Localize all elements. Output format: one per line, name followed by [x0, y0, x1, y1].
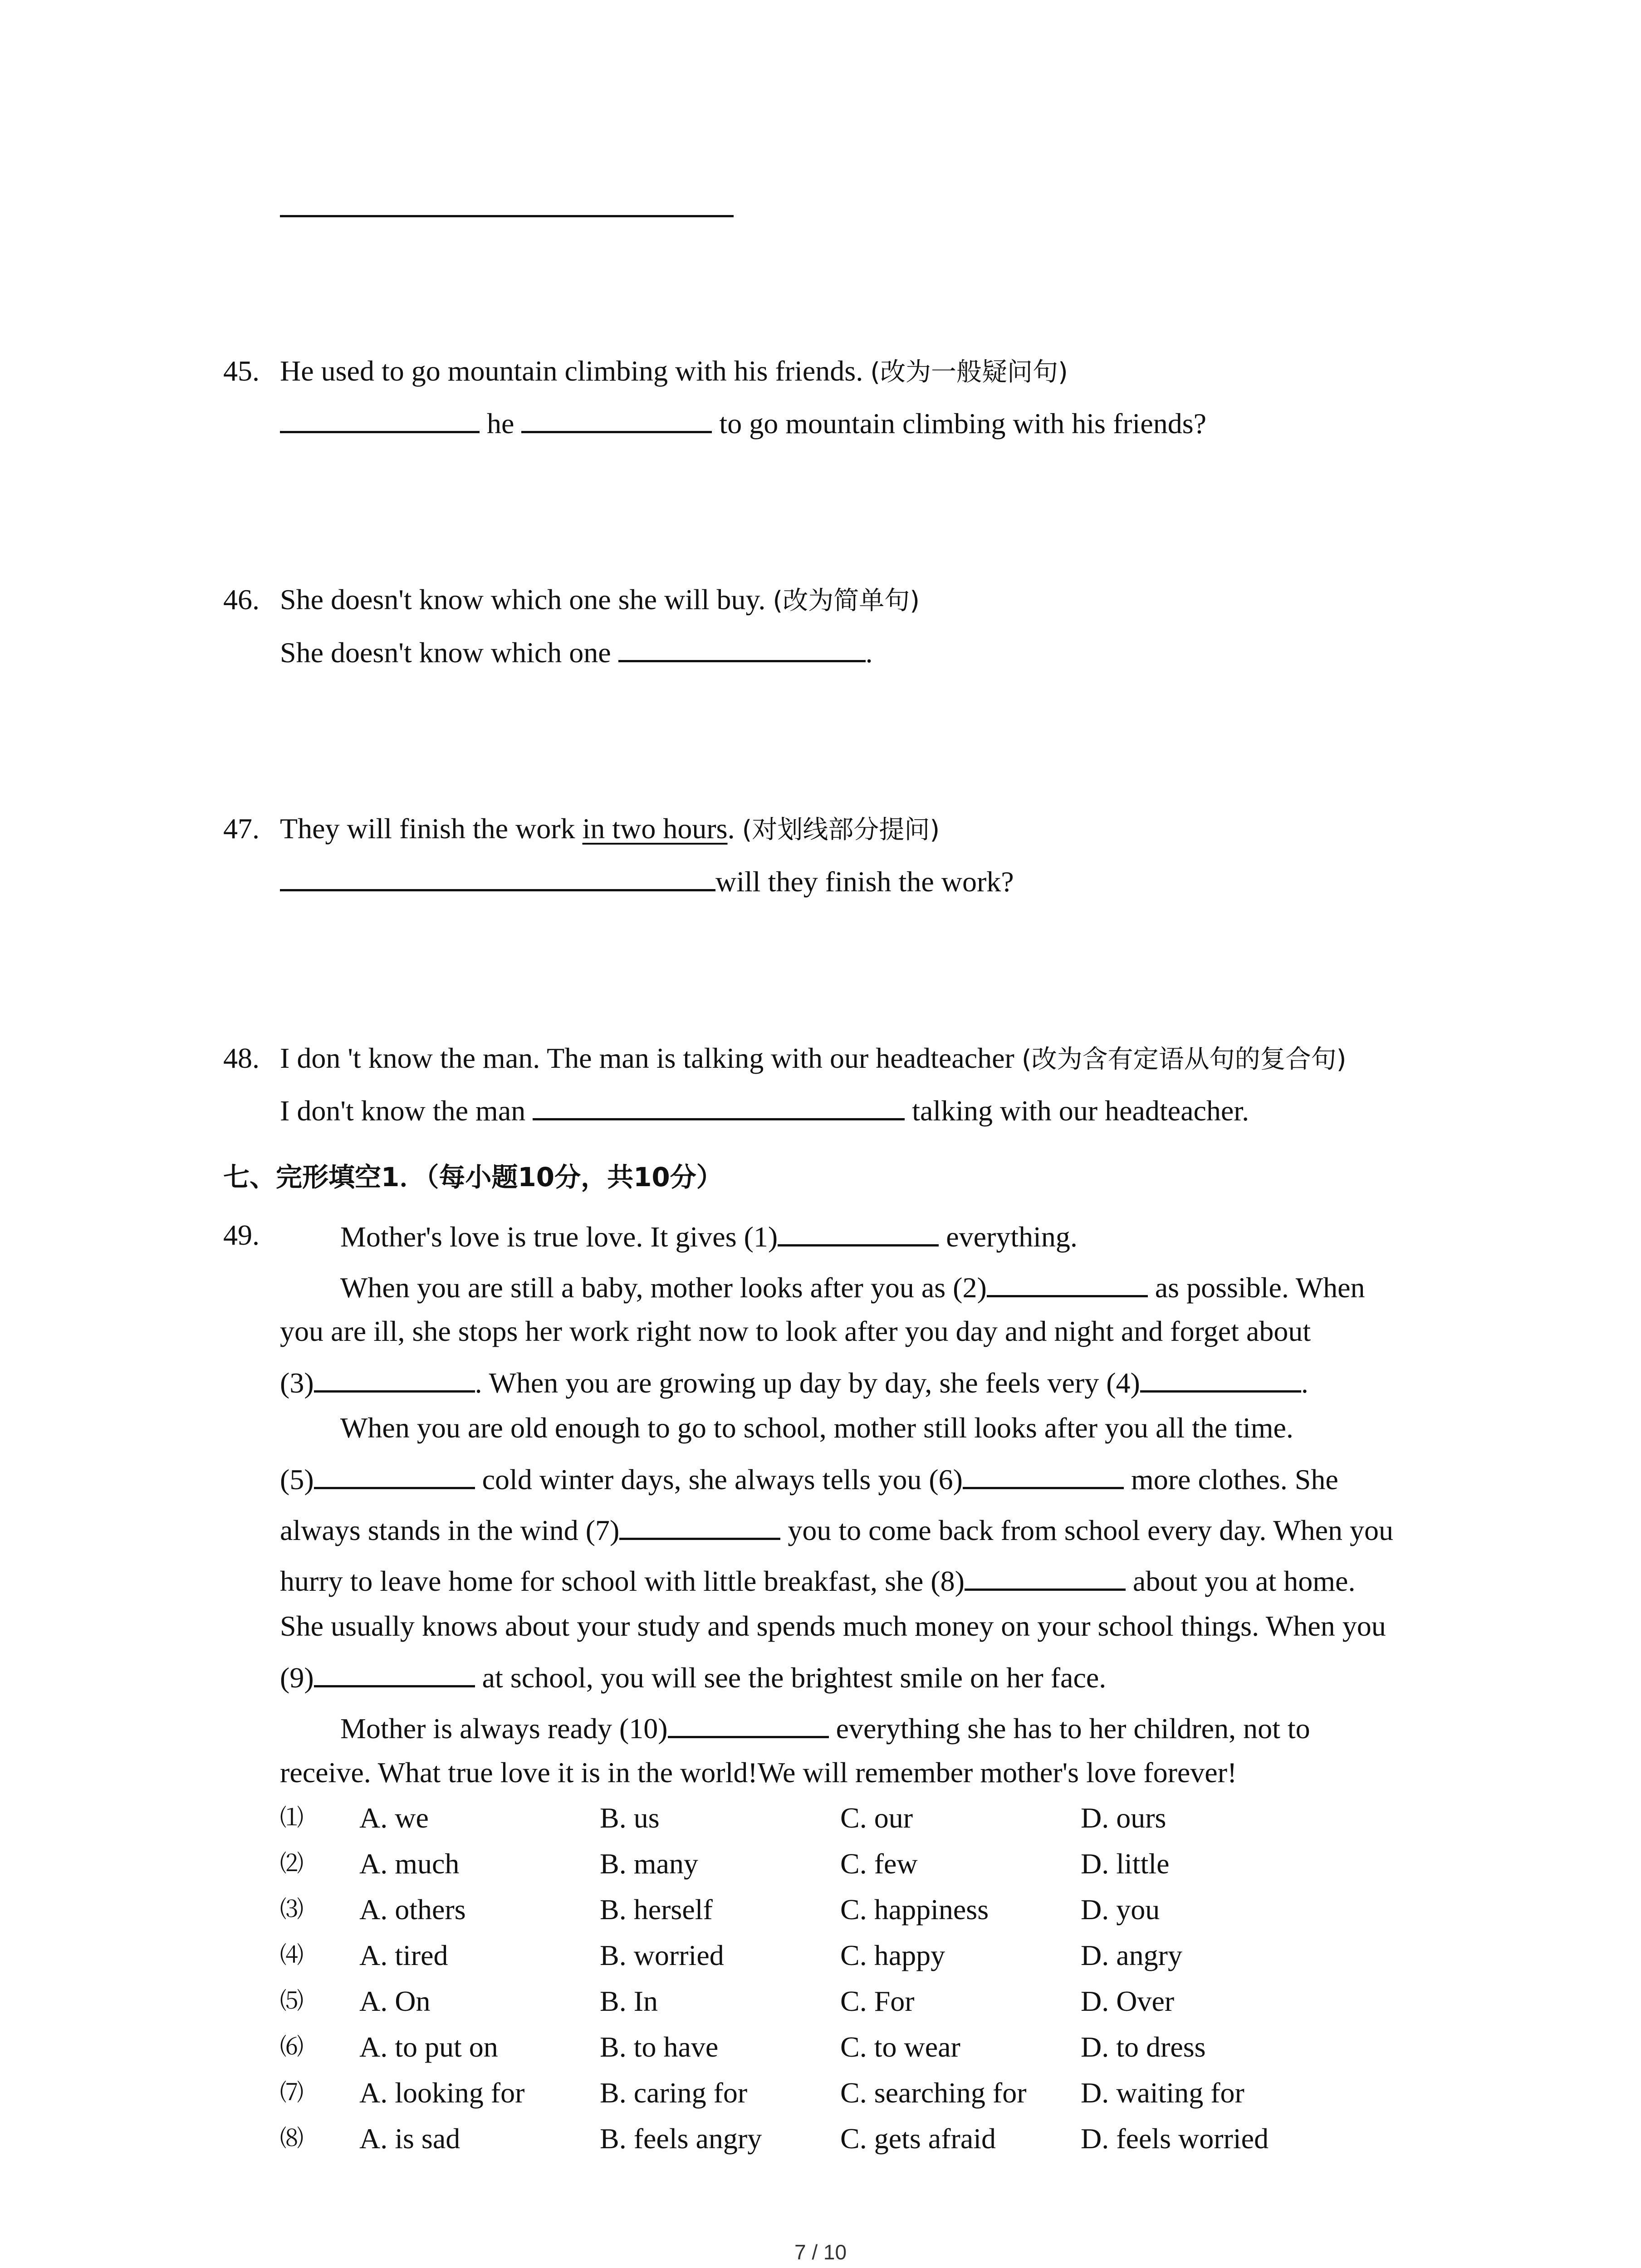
answer-blank[interactable] — [314, 1363, 475, 1393]
question-instruction: (对划线部分提问) — [742, 815, 940, 845]
passage-text: (9) — [280, 1662, 314, 1694]
option-row — [280, 1892, 1505, 1928]
question-48-text — [280, 1040, 1347, 1078]
option-choice-a[interactable]: A. is sad — [359, 2122, 460, 2155]
question-45-answer — [280, 404, 1206, 442]
question-sentence: She doesn't know which one she will buy. — [280, 583, 766, 616]
option-row — [280, 2029, 1505, 2065]
question-number: 47. — [223, 812, 260, 845]
option-number: ⑺ — [280, 2079, 304, 2107]
passage-text: Mother is always ready (10) — [340, 1712, 668, 1745]
question-46-text — [280, 582, 920, 619]
option-choice-a[interactable]: A. much — [359, 1848, 460, 1880]
option-choice-d[interactable]: D. little — [1081, 1848, 1170, 1880]
question-number: 48. — [223, 1042, 260, 1074]
question-sentence: He used to go mountain climbing with his friends. — [280, 355, 863, 387]
option-choice-b[interactable]: B. worried — [600, 1939, 724, 1971]
question-47-text — [280, 811, 940, 848]
passage-text: about you at home. — [1125, 1565, 1356, 1597]
answer-text: talking with our headteacher. — [912, 1095, 1249, 1127]
answer-blank[interactable] — [280, 404, 480, 433]
option-choice-b[interactable]: B. many — [600, 1848, 698, 1880]
passage-text: (3) — [280, 1367, 314, 1399]
option-choice-a[interactable]: A. tired — [359, 1939, 448, 1971]
option-row — [280, 2121, 1505, 2157]
passage-line — [340, 1709, 1310, 1747]
option-choice-c[interactable]: C. searching for — [840, 2077, 1027, 2109]
option-row — [280, 2075, 1505, 2111]
option-row — [280, 1937, 1505, 1974]
passage-line: receive. What true love it is in the world!We will remember mother's love forever! — [280, 1756, 1237, 1789]
passage-text: (5) — [280, 1463, 314, 1496]
answer-blank[interactable] — [533, 1091, 905, 1120]
passage-line: When you are old enough to go to school, mother still looks after you all the time. — [340, 1412, 1293, 1444]
option-row — [280, 1846, 1505, 1882]
passage-line — [280, 1363, 1308, 1401]
question-46-answer — [280, 633, 873, 671]
passage-text: at school, you will see the brightest smile on her face. — [475, 1662, 1107, 1694]
question-instruction: (改为简单句) — [773, 586, 920, 616]
answer-line — [280, 215, 734, 217]
passage-text: always stands in the wind (7) — [280, 1514, 620, 1546]
section-title: 七、完形填空1．（每小题10分，共10分） — [223, 1162, 723, 1193]
option-choice-b[interactable]: B. us — [600, 1802, 660, 1834]
passage-text: more clothes. She — [1123, 1463, 1338, 1496]
option-choice-b[interactable]: B. caring for — [600, 2077, 748, 2109]
passage-line: you are ill, she stops her work right now to look after you day and night and forget about — [280, 1315, 1311, 1347]
option-choice-b[interactable]: B. In — [600, 1985, 658, 2017]
question-sentence: . — [727, 812, 735, 845]
page-number: 7 / 10 — [794, 2240, 847, 2264]
underlined-phrase: in two hours — [582, 812, 728, 845]
option-row — [280, 1983, 1505, 2019]
answer-blank[interactable] — [280, 862, 715, 891]
answer-text: to go mountain climbing with his friends? — [719, 407, 1207, 440]
question-instruction: (改为含有定语从句的复合句) — [1021, 1045, 1347, 1074]
question-number: 45. — [223, 355, 260, 387]
option-choice-d[interactable]: D. Over — [1081, 1985, 1175, 2017]
answer-blank[interactable] — [618, 633, 866, 662]
option-choice-c[interactable]: C. happiness — [840, 1893, 989, 1926]
question-number: 46. — [223, 583, 260, 616]
answer-text: will they finish the work? — [715, 865, 1014, 898]
answer-blank[interactable] — [314, 1460, 475, 1489]
option-choice-c[interactable]: C. few — [840, 1848, 918, 1880]
answer-text: . — [865, 636, 873, 669]
option-choice-d[interactable]: D. feels worried — [1081, 2122, 1269, 2155]
question-instruction: (改为一般疑问句) — [870, 357, 1068, 387]
option-choice-d[interactable]: D. you — [1081, 1893, 1160, 1926]
passage-text: everything she has to her children, not to — [828, 1712, 1310, 1745]
option-choice-c[interactable]: C. happy — [840, 1939, 945, 1971]
passage-line — [340, 1217, 1078, 1255]
question-number: 49. — [223, 1219, 260, 1251]
answer-blank[interactable] — [963, 1460, 1124, 1489]
passage-line — [280, 1510, 1393, 1549]
answer-blank[interactable] — [619, 1510, 780, 1540]
option-choice-d[interactable]: D. waiting for — [1081, 2077, 1244, 2109]
answer-blank[interactable] — [314, 1658, 475, 1687]
option-choice-c[interactable]: C. gets afraid — [840, 2122, 996, 2155]
question-sentence: I don 't know the man. The man is talking with our headteacher — [280, 1042, 1014, 1074]
answer-blank[interactable] — [987, 1268, 1148, 1297]
answer-blank[interactable] — [778, 1217, 939, 1246]
option-choice-b[interactable]: B. to have — [600, 2031, 719, 2063]
answer-blank[interactable] — [1140, 1363, 1301, 1393]
passage-line — [340, 1268, 1365, 1306]
answer-text: he — [487, 407, 514, 440]
option-number: ⑹ — [280, 2033, 304, 2061]
question-48-answer — [280, 1091, 1249, 1129]
passage-text: as possible. When — [1147, 1271, 1365, 1304]
passage-text: cold winter days, she always tells you (6) — [475, 1463, 963, 1496]
question-sentence: They will finish the work — [280, 812, 583, 845]
option-choice-a[interactable]: A. to put on — [359, 2031, 498, 2063]
option-number: ⑷ — [280, 1942, 304, 1969]
passage-text: you to come back from school every day. When you — [780, 1514, 1394, 1546]
passage-text: hurry to leave home for school with little breakfast, she (8) — [280, 1565, 965, 1597]
option-choice-c[interactable]: C. our — [840, 1802, 913, 1834]
passage-text: When you are still a baby, mother looks after you as (2) — [340, 1271, 987, 1304]
passage-line: She usually knows about your study and spends much money on your school things. When you — [280, 1610, 1386, 1642]
question-45-text — [280, 353, 1068, 391]
question-47-answer — [280, 862, 1014, 900]
passage-text: . When you are growing up day by day, she feels very (4) — [475, 1367, 1140, 1399]
option-choice-a[interactable]: A. On — [359, 1985, 431, 2017]
option-number: ⑻ — [280, 2125, 304, 2152]
option-number: ⑶ — [280, 1896, 304, 1923]
answer-text: She doesn't know which one — [280, 636, 611, 669]
option-choice-c[interactable]: C. For — [840, 1985, 915, 2017]
option-row — [280, 1800, 1505, 1836]
option-choice-d[interactable]: D. ours — [1081, 1802, 1166, 1834]
passage-line — [280, 1658, 1106, 1696]
option-choice-d[interactable]: D. to dress — [1081, 2031, 1206, 2063]
option-number: ⑸ — [280, 1988, 304, 2015]
option-choice-c[interactable]: C. to wear — [840, 2031, 960, 2063]
option-choice-a[interactable]: A. others — [359, 1893, 466, 1926]
passage-text: Mother's love is true love. It gives (1) — [340, 1221, 778, 1253]
passage-text: . — [1301, 1367, 1308, 1399]
passage-line — [280, 1460, 1338, 1498]
passage-line — [280, 1561, 1355, 1599]
option-choice-b[interactable]: B. herself — [600, 1893, 713, 1926]
answer-text: I don't know the man — [280, 1095, 526, 1127]
answer-blank[interactable] — [965, 1561, 1126, 1591]
option-number: ⑴ — [280, 1804, 304, 1832]
option-number: ⑵ — [280, 1850, 304, 1877]
passage-text: everything. — [939, 1221, 1078, 1253]
option-choice-a[interactable]: A. looking for — [359, 2077, 525, 2109]
answer-blank[interactable] — [521, 404, 712, 433]
option-choice-d[interactable]: D. angry — [1081, 1939, 1182, 1971]
option-choice-a[interactable]: A. we — [359, 1802, 429, 1834]
answer-blank[interactable] — [668, 1709, 829, 1738]
option-choice-b[interactable]: B. feels angry — [600, 2122, 762, 2155]
